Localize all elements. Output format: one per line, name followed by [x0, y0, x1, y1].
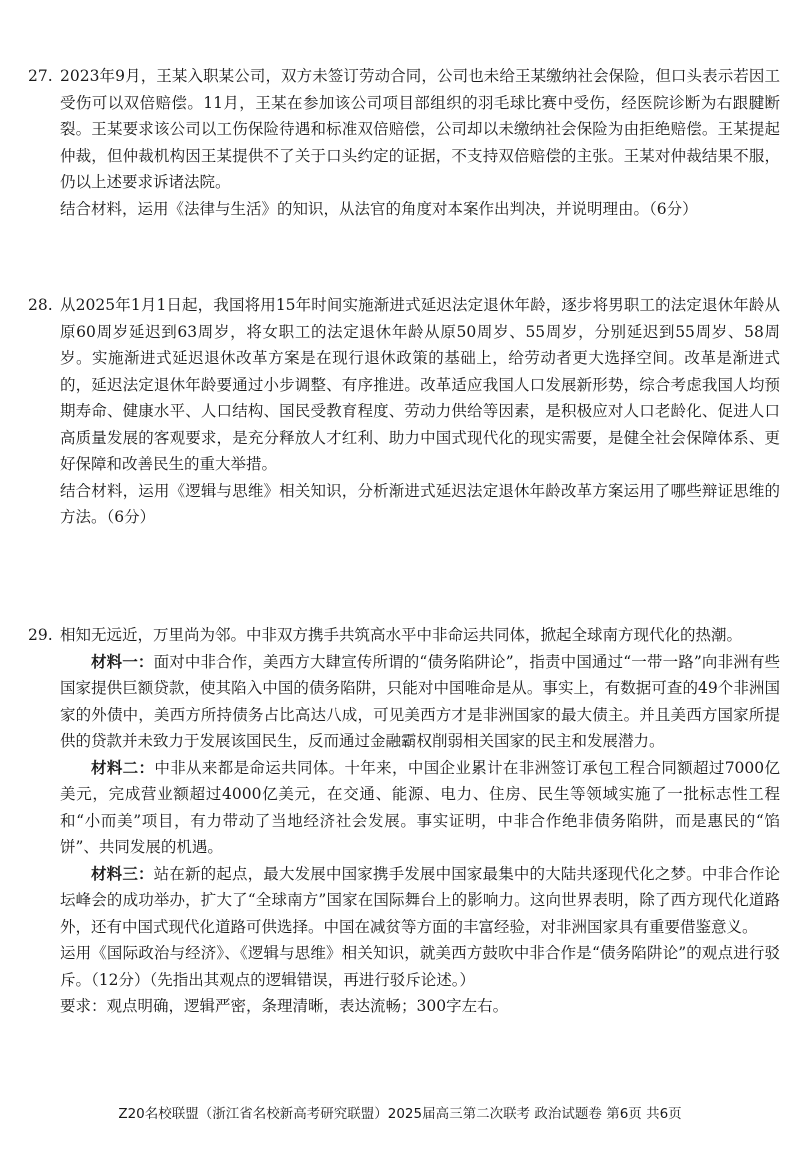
material-label: 材料二： — [91, 757, 155, 777]
question-number: 28. — [28, 296, 53, 314]
material-label: 材料一： — [91, 651, 154, 671]
material-text: 面对中非合作，美西方大肆宣传所谓的“债务陷阱论”，指责中国通过“一带一路”向非洲有些国家提供巨额贷款，使其陷入中国的债务陷阱，只能对中国唯命是从。事实上，有数据可查的49个非洲国家的外债中，美西方所持债务占比高达八成，可见美西方才是非洲国家的最大债主。并且美西方国家所提供的贷款并未致力于发展该国民生，反而通过金融霸权削弱相关国家的民主和发展潜力。 — [60, 652, 780, 750]
page-footer: Z20名校联盟（浙江省名校新高考研究联盟）2025届高三第二次联考 政治试题卷 第6页 共6页 — [118, 1106, 682, 1122]
material-text: 站在新的起点，最大发展中国家携手发展中国家最集中的大陆共逐现代化之梦。中非合作论坛峰会的成功举办，扩大了“全球南方”国家在国际舞台上的影响力。这向世界表明，除了西方现代化道路外，还有中国式现代化道路可供选择。中国在减贫等方面的丰富经验，对非洲国家具有重要借鉴意义。 — [60, 864, 780, 936]
material-text: 中非从来都是命运共同体。十年来，中国企业累计在非洲签订承包工程合同额超过7000亿美元，完成营业额超过4000亿美元，在交通、能源、电力、住房、民生等领域实施了一批标志性工程和“小而美”项目，有力带动了当地经济社会发展。事实证明，中非合作绝非债务陷阱，而是惠民的“馅饼”、共同发展的机遇。 — [60, 758, 780, 856]
material-1 — [60, 649, 780, 755]
material-2 — [60, 755, 780, 861]
question-27 — [28, 63, 780, 222]
question-number: 27. — [28, 67, 53, 85]
question-body — [60, 292, 780, 531]
question-intro: 相知无远近，万里尚为邻。中非双方携手共筑高水平中非命运共同体，掀起全球南方现代化的热潮。 — [60, 626, 743, 644]
question-body — [60, 622, 780, 1020]
question-29 — [28, 622, 780, 1020]
question-body — [60, 63, 780, 222]
question-task: 结合材料，运用《逻辑与思维》相关知识，分析渐进式延迟法定退休年龄改革方案运用了哪些辩证思维的方法。（6分） — [60, 481, 780, 526]
material-3 — [60, 861, 780, 941]
question-stem: 从2025年1月1日起，我国将用15年时间实施渐进式延迟法定退休年龄，逐步将男职工的法定退休年龄从原60周岁延迟到63周岁，将女职工的法定退休年龄从原50周岁、55周岁，分别延迟到55周岁、58周岁。实施渐进式延迟退休改革方案是在现行退休政策的基础上，给劳动者更大选择空间。改革是渐进式的，延迟法定退休年龄要通过小步调整、有序推进。改革适应我国人口发展新形势，综合考虑我国人均预期寿命、健康水平、人口结构、国民受教育程度、劳动力供给等因素，是积极应对人口老龄化、促进人口高质量发展的客观要求，是充分释放人才红利、助力中国式现代化的现实需要，是健全社会保障体系、更好保障和改善民生的重大举措。 — [60, 296, 780, 473]
material-label: 材料三： — [91, 863, 154, 883]
question-task: 运用《国际政治与经济》、《逻辑与思维》相关知识，就美西方鼓吹中非合作是“债务陷阱论”的观点进行驳斥。（12分）（先指出其观点的逻辑错误，再进行驳斥论述。） — [60, 944, 780, 989]
question-number: 29. — [28, 626, 53, 644]
question-stem: 2023年9月，王某入职某公司，双方未签订劳动合同，公司也未给王某缴纳社会保险，但口头表示若因工受伤可以双倍赔偿。11月，王某在参加该公司项目部组织的羽毛球比赛中受伤，经医院诊断为右跟腱断裂。王某要求该公司以工伤保险待遇和标准双倍赔偿，公司却以未缴纳社会保险为由拒绝赔偿。王某提起仲裁，但仲裁机构因王某提供不了关于口头约定的证据，不支持双倍赔偿的主张。王某对仲裁结果不服，仍以上述要求诉诸法院。 — [60, 67, 780, 191]
question-requirement: 要求：观点明确，逻辑严密，条理清晰，表达流畅；300字左右。 — [60, 997, 509, 1015]
question-task: 结合材料，运用《法律与生活》的知识，从法官的角度对本案作出判决，并说明理由。（6分） — [60, 199, 698, 218]
question-28 — [28, 292, 780, 531]
